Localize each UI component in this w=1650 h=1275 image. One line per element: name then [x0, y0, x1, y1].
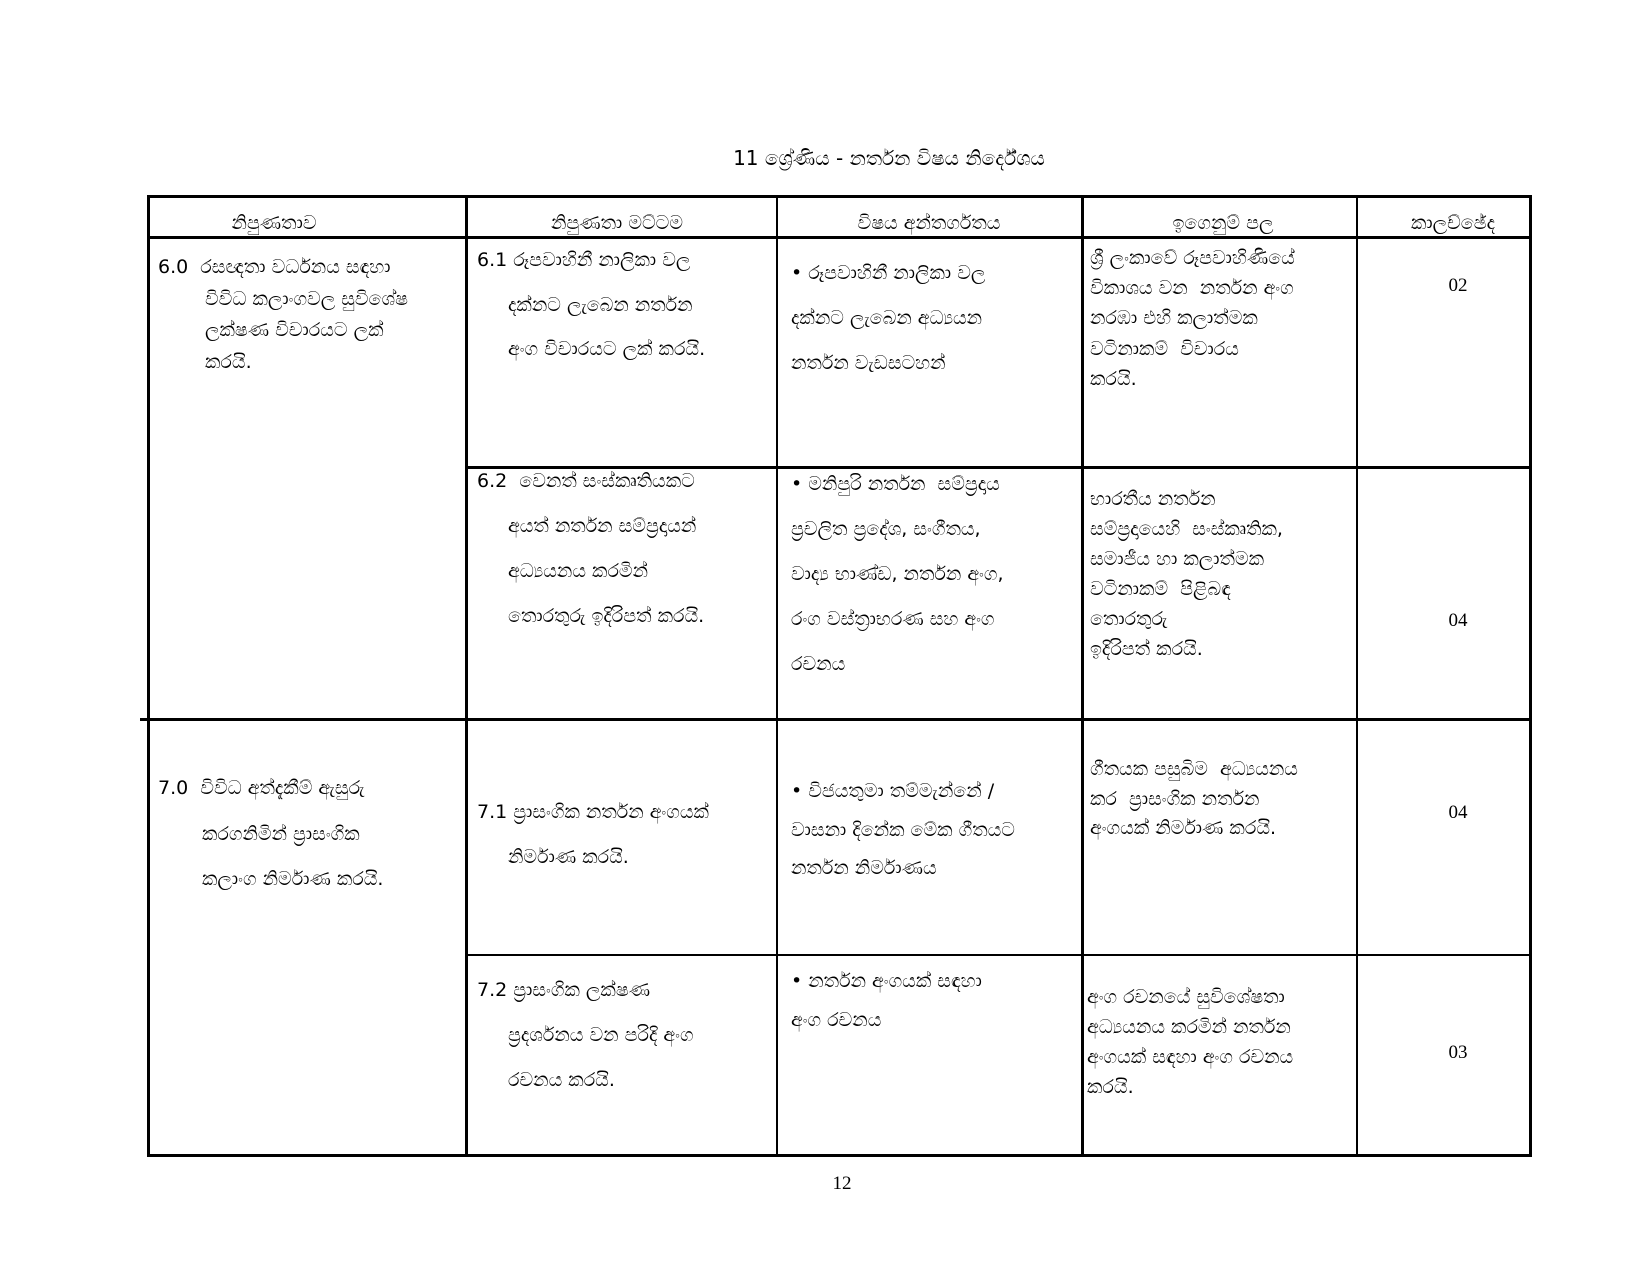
content-line: • මනිපුරි නර්තන සම්ප්‍රදාය [791, 473, 1000, 495]
page-number: 12 [832, 1173, 852, 1194]
competency-6-0 [158, 252, 458, 378]
level-7-2 [477, 968, 772, 1103]
level-line: 7.2 ප්‍රාසංගික ලක්ෂණ [477, 979, 651, 1001]
content-line: • රූපවාහිනී නාලිකා වල [791, 262, 986, 284]
competency-line: කලාංග නිර්මාණ කරයි. [202, 868, 384, 890]
competency-7-0 [158, 766, 458, 903]
table-rule-col3 [1081, 195, 1084, 1157]
level-line: දක්නට ලැබෙන නර්තන [508, 293, 693, 316]
header-learning-outcomes: ඉගෙනුම් පල [1172, 212, 1274, 234]
periods-7-1: 04 [1448, 802, 1468, 823]
outcome-6-2 [1090, 484, 1352, 664]
table-rule-left [147, 195, 150, 1157]
outcome-line: අංග රචනයේ සුවිශේෂතා [1087, 986, 1285, 1008]
level-6-2 [477, 459, 772, 639]
outcome-6-1 [1090, 243, 1352, 394]
competency-line: 6.0 රසඥතා වර්ධනය සඳහා [158, 256, 391, 278]
header-periods: කාලච්ඡේද [1410, 212, 1496, 234]
outcome-line: නරඹා එහි කලාත්මක [1090, 307, 1258, 330]
outcome-line: ශ්‍රී ලංකාවේ රූපවාහිණියේ [1090, 247, 1295, 269]
level-line: 6.1 රූපවාහිනී නාලිකා වල [477, 249, 691, 271]
competency-line: 7.0 විවිධ අත්දැකීම් ඇසුරු [158, 777, 365, 799]
content-line: නර්තන වැඩසටහන් [791, 352, 946, 374]
outcome-line: කරයි. [1087, 1076, 1134, 1098]
outcome-line: කර ප්‍රාසංගික නර්තන [1090, 787, 1260, 810]
content-line: නර්තන නිර්මාණය [791, 857, 937, 879]
outcome-7-2 [1087, 982, 1349, 1102]
content-7-1 [791, 772, 1076, 888]
outcome-line: තොරතුරු [1090, 608, 1168, 630]
level-7-1 [477, 790, 772, 880]
level-line: අයත් නර්තන සම්ප්‍රදායන් [508, 515, 697, 537]
outcome-line: අංගයක් සඳහා අංග රචනය [1087, 1046, 1294, 1068]
content-line: ප්‍රචලිත ප්‍රදේශ, සංගීතය, [791, 518, 981, 540]
level-line: රචනය කරයි. [508, 1069, 615, 1091]
outcome-line: සමාජීය හා කලාත්මක [1090, 548, 1265, 570]
outcome-line: විකාශය වන නර්තන අංග [1090, 277, 1294, 300]
competency-line: ලක්ෂණ විචාරයට ලක් [205, 319, 384, 341]
content-line: රංග වස්ත්‍රාභරණ සහ අංග [791, 608, 995, 630]
table-rule-bottom [147, 1154, 1532, 1157]
content-6-1 [791, 251, 1076, 386]
content-6-2 [791, 462, 1076, 687]
periods-6-1: 02 [1448, 275, 1468, 296]
outcome-line: කරයි. [1090, 367, 1137, 390]
outcome-line: ඉදිරිපත් කරයි. [1090, 638, 1203, 660]
content-line: අංග රචනය [791, 1009, 882, 1031]
content-line: දක්නට ලැබෙන අධ්‍යයන [791, 307, 983, 329]
level-line: තොරතුරු ඉදිරිපත් කරයි. [508, 605, 705, 627]
periods-6-2: 04 [1448, 610, 1468, 631]
competency-line: කරයි. [205, 350, 252, 373]
content-line: වාද්‍ය භාණ්ඩ, නර්තන අංග, [791, 563, 1004, 585]
outcome-line: වටිනාකම් පිළිබඳ [1090, 578, 1231, 600]
content-line: • නර්තන අංගයක් සඳහා [791, 970, 982, 992]
table-rule-col4 [1356, 195, 1358, 1157]
table-rule-col2 [776, 195, 778, 1157]
outcome-line: සම්ප්‍රදායෙහි සංස්කෘතික, [1090, 518, 1283, 540]
content-line: වාසනා දිනේක මේක ගීතයට [791, 818, 1015, 841]
level-line: අධ්‍යයනය කරමින් [508, 560, 649, 582]
header-competency-level: නිපුණතා මට්ටම [551, 212, 683, 234]
level-line: නිර්මාණ කරයි. [508, 846, 629, 868]
outcome-line: අධ්‍යයනය කරමින් නර්තන [1087, 1016, 1291, 1038]
page-title: 11 ශ්‍රේණිය - නර්තන විෂය නිර්දේශය [733, 146, 1045, 170]
competency-line: කරගනිමින් ප්‍රාසංගික [202, 822, 360, 845]
table-rule-top [147, 195, 1532, 198]
outcome-line: වටිනාකම් විචාරය [1090, 337, 1239, 360]
outcome-line: අංගයක් නිර්මාණ කරයි. [1090, 817, 1277, 839]
competency-line: විවිධ කලාංගවල සුවිශේෂ [205, 287, 408, 310]
content-7-2 [791, 962, 1076, 1040]
outcome-7-1 [1090, 755, 1352, 844]
header-competency: නිපුණතාව [231, 212, 317, 234]
table-rule-right [1529, 195, 1532, 1157]
level-line: 6.2 වෙනත් සංස්කෘතියකට [477, 470, 695, 492]
outcome-line: ගීතයක පසුබිම අධ්‍යයනය [1090, 758, 1298, 780]
content-line: රචනය [791, 653, 846, 675]
table-rule-section [140, 718, 1532, 721]
level-line: අංග විචාරයට ලක් කරයි. [508, 338, 706, 360]
level-line: ප්‍රදර්ශනය වන පරිදි අංග [508, 1024, 694, 1046]
header-subject-content: විෂය අන්තර්ගතය [857, 212, 1001, 234]
table-rule-row-7-1 [465, 954, 1532, 956]
level-6-1 [477, 238, 772, 372]
outcome-line: භාරතීය නර්තන [1090, 488, 1216, 510]
periods-7-2: 03 [1448, 1042, 1468, 1063]
table-rule-col1 [465, 195, 468, 1157]
level-line: 7.1 ප්‍රාසංගික නර්තන අංගයක් [477, 801, 709, 823]
content-line: • විජයතුමා තම්මැන්නේ / [791, 780, 995, 802]
table-rule-header [147, 236, 1532, 239]
